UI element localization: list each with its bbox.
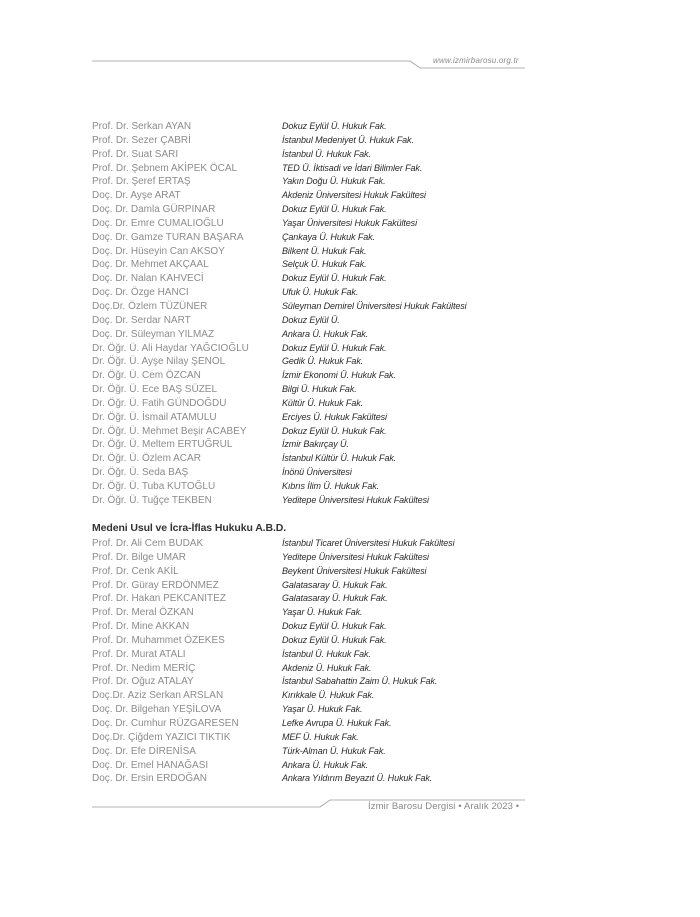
list-item — [92, 717, 652, 731]
institution-name: Çankaya Ü. Hukuk Fak. — [282, 231, 375, 242]
person-name: Doç. Dr. Bilgehan YEŞİLOVA — [92, 704, 222, 716]
person-name: Dr. Öğr. Ü. Özlem ACAR — [92, 453, 201, 465]
institution-name: Gedik Ü. Hukuk Fak. — [282, 356, 364, 367]
list-item — [92, 438, 652, 452]
person-name: Prof. Dr. Nedim MERİÇ — [92, 662, 196, 674]
institution-name: MEF Ü. Hukuk Fak. — [282, 731, 359, 742]
person-name: Prof. Dr. Hakan PEKCANITEZ — [92, 593, 226, 605]
person-name: Dr. Öğr. Ü. Tuğçe TEKBEN — [92, 494, 212, 506]
list-item — [92, 411, 652, 425]
list-item — [92, 675, 652, 689]
institution-name: Dokuz Eylül Ü. Hukuk Fak. — [282, 634, 387, 645]
list-item — [92, 703, 652, 717]
institution-name: Ankara Ü. Hukuk Fak. — [282, 328, 369, 339]
institution-name: İstanbul Ü. Hukuk Fak. — [282, 148, 371, 159]
list-item — [92, 551, 652, 565]
header-url[interactable]: www.izmirbarosu.org.tr — [433, 56, 519, 65]
list-item — [92, 258, 652, 272]
person-name: Prof. Dr. Suat SARI — [92, 148, 179, 160]
person-name: Dr. Öğr. Ü. Seda BAŞ — [92, 467, 189, 479]
list-item — [92, 272, 652, 286]
institution-name: İzmir Bakırçay Ü. — [282, 439, 349, 450]
list-item — [92, 634, 652, 648]
institution-name: Dokuz Eylül Ü. Hukuk Fak. — [282, 621, 387, 632]
institution-name: İstanbul Medeniyet Ü. Hukuk Fak. — [282, 134, 414, 145]
person-name: Doç. Dr. Hüseyin Can AKSOY — [92, 245, 225, 257]
person-name: Doç. Dr. Damla GÜRPINAR — [92, 204, 216, 216]
list-item — [92, 369, 652, 383]
list-item — [92, 689, 652, 703]
list-item — [92, 466, 652, 480]
institution-name: Yeditepe Üniversitesi Hukuk Fakültesi — [282, 494, 429, 505]
institution-name: Lefke Avrupa Ü. Hukuk Fak. — [282, 717, 392, 728]
list-item — [92, 120, 652, 134]
person-name: Prof. Dr. Muhammet ÖZEKES — [92, 634, 225, 646]
list-item — [92, 189, 652, 203]
institution-name: Dokuz Eylül Ü. Hukuk Fak. — [282, 204, 387, 215]
institution-name: İstanbul Ü. Hukuk Fak. — [282, 648, 371, 659]
person-name: Dr. Öğr. Ü. Ali Haydar YAĞCIOĞLU — [92, 342, 249, 354]
person-name: Doç. Dr. Gamze TURAN BAŞARA — [92, 231, 244, 243]
institution-name: Süleyman Demirel Üniversitesi Hukuk Fakültesi — [282, 300, 467, 311]
person-name: Prof. Dr. Bilge UMAR — [92, 551, 186, 563]
list-item — [92, 662, 652, 676]
list-item — [92, 425, 652, 439]
person-name: Doç. Dr. Özge HANCI — [92, 287, 189, 299]
person-name: Prof. Dr. Meral ÖZKAN — [92, 607, 194, 619]
person-name: Doç. Dr. Cumhur RÜZGARESEN — [92, 717, 239, 729]
person-name: Doç. Dr. Serdar NART — [92, 314, 191, 326]
faculty-list-top — [92, 120, 652, 508]
list-item — [92, 772, 652, 786]
list-item — [92, 397, 652, 411]
person-name: Doç. Dr. Emel HANAĞASI — [92, 759, 209, 771]
person-name: Doç. Dr. Nalan KAHVECİ — [92, 273, 204, 285]
person-name: Prof. Dr. Güray ERDÖNMEZ — [92, 579, 219, 591]
list-item — [92, 314, 652, 328]
person-name: Dr. Öğr. Ü. Tuba KUTOĞLU — [92, 480, 216, 492]
institution-name: Yakın Doğu Ü. Hukuk Fak. — [282, 176, 386, 187]
institution-name: TED Ü. İktisadi ve İdari Bilimler Fak. — [282, 162, 423, 173]
institution-name: Dokuz Eylül Ü. Hukuk Fak. — [282, 425, 387, 436]
institution-name: Yeditepe Üniversitesi Hukuk Fakültesi — [282, 551, 429, 562]
list-item — [92, 148, 652, 162]
person-name: Dr. Öğr. Ü. İsmail ATAMULU — [92, 411, 217, 423]
institution-name: Kültür Ü. Hukuk Fak. — [282, 397, 364, 408]
list-item — [92, 579, 652, 593]
institution-name: Yaşar Ü. Hukuk Fak. — [282, 607, 363, 618]
institution-name: Yaşar Üniversitesi Hukuk Fakültesi — [282, 217, 417, 228]
list-item — [92, 175, 652, 189]
person-name: Dr. Öğr. Ü. Ayşe Nilay ŞENOL — [92, 356, 226, 368]
person-name: Prof. Dr. Şeref ERTAŞ — [92, 176, 191, 188]
list-item — [92, 480, 652, 494]
list-item — [92, 162, 652, 176]
list-item — [92, 134, 652, 148]
person-name: Doç.Dr. Aziz Serkan ARSLAN — [92, 690, 224, 702]
list-item — [92, 452, 652, 466]
list-item — [92, 592, 652, 606]
list-item — [92, 537, 652, 551]
person-name: Dr. Öğr. Ü. Meltem ERTUĞRUL — [92, 439, 233, 451]
list-item — [92, 606, 652, 620]
list-item — [92, 355, 652, 369]
list-item — [92, 494, 652, 508]
person-name: Doç. Dr. Süleyman YILMAZ — [92, 328, 215, 340]
person-name: Dr. Öğr. Ü. Fatih GÜNDOĞDU — [92, 397, 227, 409]
list-item — [92, 245, 652, 259]
person-name: Doç. Dr. Emre CUMALIOĞLU — [92, 217, 224, 229]
list-item — [92, 217, 652, 231]
institution-name: Bilgi Ü. Hukuk Fak. — [282, 384, 357, 395]
person-name: Prof. Dr. Cenk AKİL — [92, 565, 179, 577]
person-name: Doç. Dr. Ayşe ARAT — [92, 190, 181, 202]
institution-name: Akdeniz Ü. Hukuk Fak. — [282, 662, 372, 673]
person-name: Doç.Dr. Çiğdem YAZICI TIKTIK — [92, 731, 231, 743]
institution-name: Ankara Yıldırım Beyazıt Ü. Hukuk Fak. — [282, 773, 433, 784]
institution-name: Kıbrıs İlim Ü. Hukuk Fak. — [282, 480, 380, 491]
list-item — [92, 759, 652, 773]
institution-name: Bilkent Ü. Hukuk Fak. — [282, 245, 367, 256]
person-name: Dr. Öğr. Ü. Mehmet Beşir ACABEY — [92, 425, 247, 437]
institution-name: Selçuk Ü. Hukuk Fak. — [282, 259, 367, 270]
list-item — [92, 300, 652, 314]
institution-name: Erciyes Ü. Hukuk Fakültesi — [282, 411, 387, 422]
person-name: Doç. Dr. Ersin ERDOĞAN — [92, 773, 208, 785]
person-name: Prof. Dr. Sezer ÇABRİ — [92, 134, 191, 146]
institution-name: İstanbul Kültür Ü. Hukuk Fak. — [282, 453, 397, 464]
person-name: Doç. Dr. Efe DİRENİSA — [92, 745, 196, 757]
institution-name: Türk-Alman Ü. Hukuk Fak. — [282, 745, 386, 756]
institution-name: Beykent Üniversitesi Hukuk Fakültesi — [282, 565, 427, 576]
institution-name: İstanbul Sabahattin Zaim Ü. Hukuk Fak. — [282, 676, 438, 687]
person-name: Doç.Dr. Özlem TÜZÜNER — [92, 300, 208, 312]
institution-name: İstanbul Ticaret Üniversitesi Hukuk Fakültesi — [282, 538, 455, 548]
institution-name: Dokuz Eylül Ü. Hukuk Fak. — [282, 342, 387, 353]
list-item — [92, 203, 652, 217]
faculty-list-civil-procedure — [92, 537, 652, 786]
list-item — [92, 565, 652, 579]
list-item — [92, 342, 652, 356]
institution-name: Galatasaray Ü. Hukuk Fak. — [282, 579, 388, 590]
list-item — [92, 731, 652, 745]
institution-name: Galatasaray Ü. Hukuk Fak. — [282, 593, 388, 604]
list-item — [92, 231, 652, 245]
person-name: Prof. Dr. Şebnem AKİPEK ÖCAL — [92, 162, 238, 174]
person-name: Prof. Dr. Ali Cem BUDAK — [92, 538, 204, 549]
person-name: Prof. Dr. Serkan AYAN — [92, 121, 192, 132]
institution-name: Ufuk Ü. Hukuk Fak. — [282, 287, 359, 298]
person-name: Prof. Dr. Murat ATALI — [92, 648, 186, 660]
list-item — [92, 620, 652, 634]
list-item — [92, 328, 652, 342]
institution-name: İzmir Ekonomi Ü. Hukuk Fak. — [282, 370, 396, 381]
list-item — [92, 745, 652, 759]
institution-name: Akdeniz Üniversitesi Hukuk Fakültesi — [282, 190, 426, 201]
footer-journal-info: İzmir Barosu Dergisi • Aralık 2023 • — [368, 801, 520, 812]
institution-name: Dokuz Eylül Ü. — [282, 314, 340, 325]
person-name: Dr. Öğr. Ü. Cem ÖZCAN — [92, 370, 201, 382]
list-item — [92, 286, 652, 300]
institution-name: Dokuz Eylül Ü. Hukuk Fak. — [282, 121, 387, 131]
institution-name: Kırıkkale Ü. Hukuk Fak. — [282, 690, 375, 701]
person-name: Dr. Öğr. Ü. Ece BAŞ SÜZEL — [92, 384, 218, 396]
institution-name: Ankara Ü. Hukuk Fak. — [282, 759, 369, 770]
institution-name: Yaşar Ü. Hukuk Fak. — [282, 704, 363, 715]
institution-name: Dokuz Eylül Ü. Hukuk Fak. — [282, 273, 387, 284]
person-name: Doç. Dr. Mehmet AKÇAAL — [92, 259, 209, 271]
list-item — [92, 648, 652, 662]
person-name: Prof. Dr. Oğuz ATALAY — [92, 676, 194, 688]
person-name: Prof. Dr. Mine AKKAN — [92, 621, 190, 633]
institution-name: İnönü Üniversitesi — [282, 467, 352, 478]
section-heading: Medeni Usul ve İcra-İflas Hukuku A.B.D. — [92, 522, 287, 534]
list-item — [92, 383, 652, 397]
